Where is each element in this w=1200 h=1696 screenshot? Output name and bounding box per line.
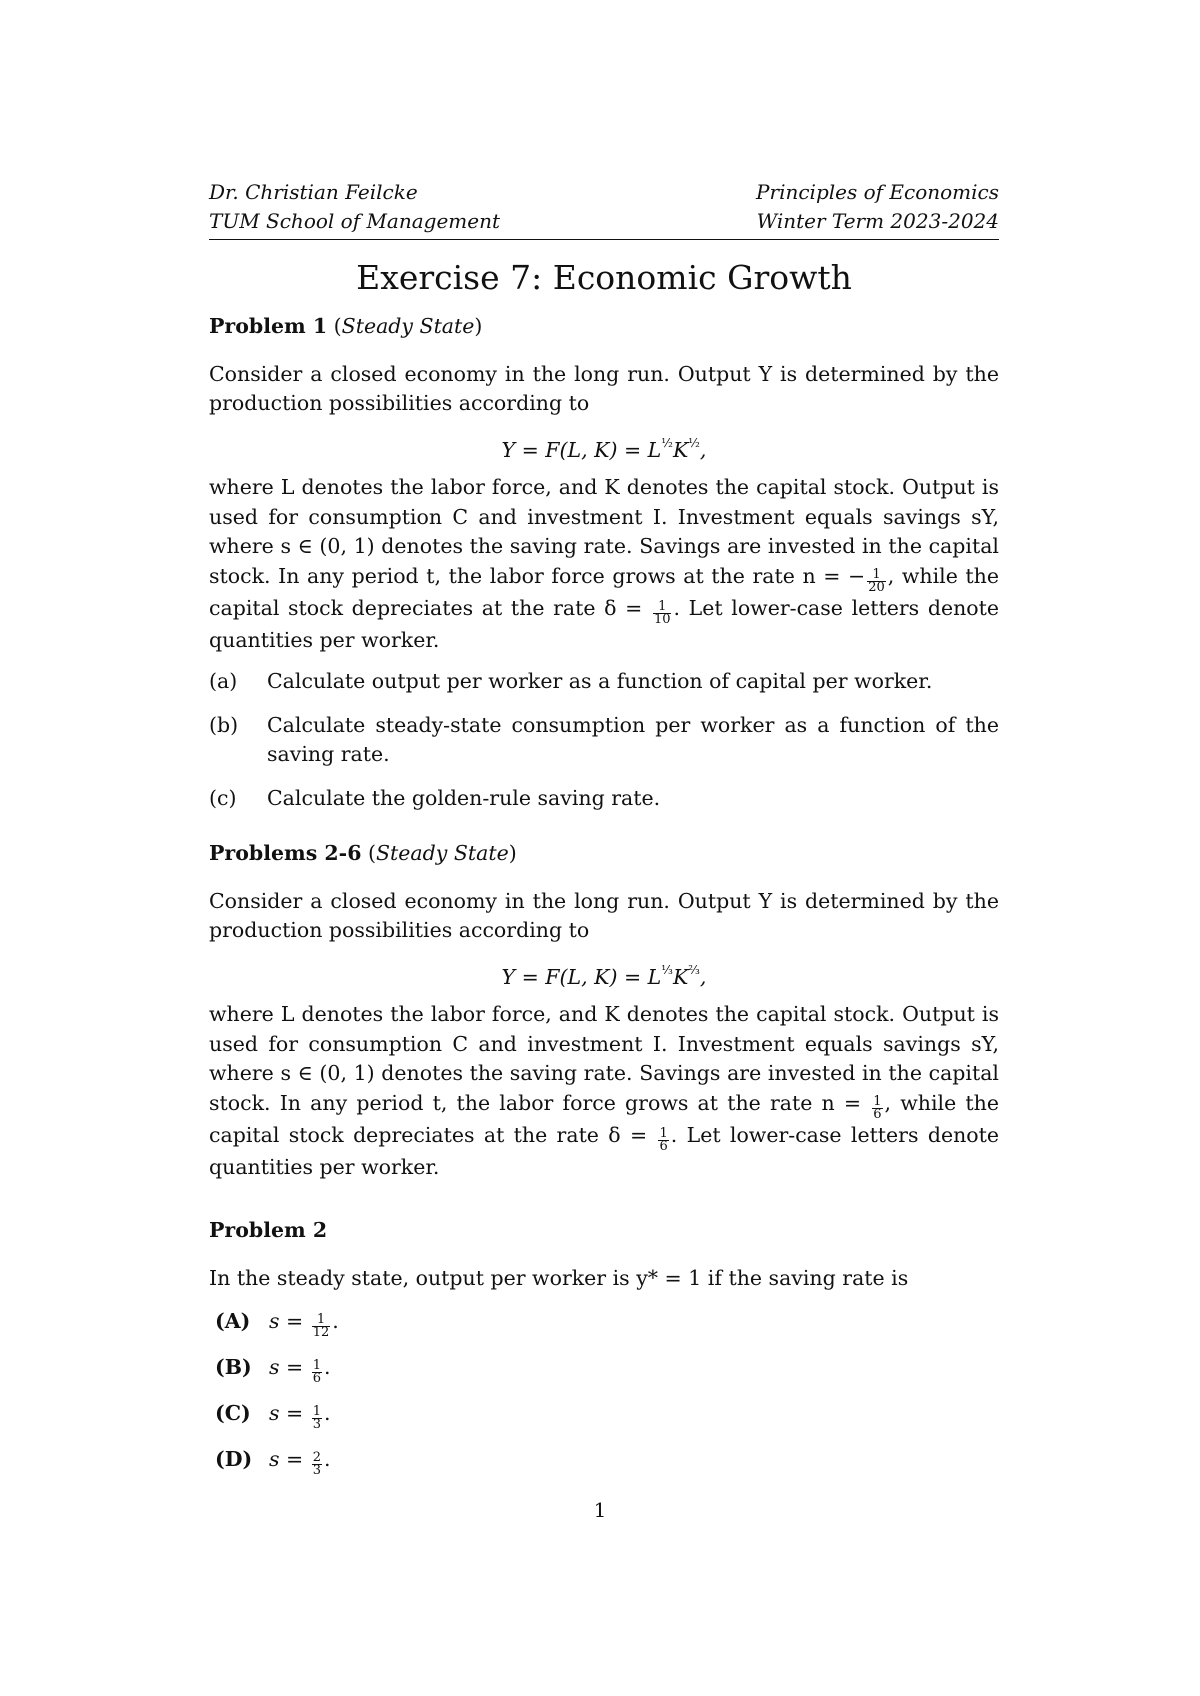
problem1-n-den: 20: [868, 579, 885, 595]
option-label: (B): [215, 1355, 252, 1379]
problem1-desc-a: where L denotes the labor force, and K denotes the capital stock. Output is used for consumption C and investment I. Investment equals savings sY, where s ∈ (0, 1) denotes the saving rate. Savings are invested in the capital stock. In any period t, the labor force grows at the rate n = −: [209, 475, 999, 588]
problem1-intro: Consider a closed economy in the long run. Output Y is determined by the production possibilities according to: [209, 361, 999, 415]
item-label: (a): [209, 669, 238, 693]
problems2to6-desc-a: where L denotes the labor force, and K denotes the capital stock. Output is used for consumption C and investment I. Investment equals savings sY, where s ∈ (0, 1) denotes the saving rate. Savings are invested in the capital stock. In any period t, the labor force grows at the rate n =: [209, 1002, 999, 1115]
header-rule: [209, 239, 999, 240]
problem1-n-fraction: [867, 566, 886, 595]
problems2to6-description: [209, 1000, 999, 1182]
problem2-question: In the steady state, output per worker is y* = 1 if the saving rate is: [209, 1265, 909, 1290]
option-value: s = $\frac{1}{3}$ .: [269, 1401, 331, 1432]
problem1-topic: Steady State: [341, 314, 475, 338]
option-label: (C): [215, 1401, 251, 1425]
problems2to6-heading: Problems 2-6 (Steady State): [209, 841, 517, 865]
page-number: 1: [593, 1498, 607, 1522]
option-den: 12: [312, 1325, 330, 1340]
problems2to6-topic: Steady State: [375, 841, 509, 865]
problems2to6-intro: Consider a closed economy in the long run. Output Y is determined by the production possibilities according to: [209, 888, 999, 942]
problems2to6-d-den: 6: [659, 1138, 668, 1154]
header-school: TUM School of Management: [209, 209, 501, 233]
option-value: s = $\frac{1}{12}$ .: [269, 1309, 339, 1340]
option-num: 1: [312, 1358, 322, 1373]
item-text: Calculate output per worker as a function of capital per worker.: [267, 669, 933, 693]
problem1-equation: Y = F(L, $K) = L^{\frac{1}{2}}K^{\frac{1}{2}}$,: [501, 435, 707, 462]
problem1-items: [209, 667, 999, 813]
option-label: (D): [215, 1447, 253, 1471]
problem1-heading-label: Problem 1: [209, 314, 328, 338]
problems2to6-d-num: 1: [659, 1125, 668, 1141]
option-value: s = $\frac{2}{3}$ .: [269, 1447, 331, 1478]
problem1-heading: Problem 1 (Steady State): [209, 314, 483, 338]
answer-option[interactable]: [209, 1307, 999, 1353]
problem1-d-den: 10: [653, 611, 671, 627]
answer-option[interactable]: [209, 1353, 999, 1399]
answer-option[interactable]: [209, 1399, 999, 1445]
problems2to6-n-fraction: [872, 1093, 882, 1122]
header-author: Dr. Christian Feilcke: [209, 180, 418, 204]
page-title: Exercise 7: Economic Growth: [356, 258, 852, 297]
option-den: 6: [312, 1371, 322, 1386]
header-right: [756, 178, 999, 236]
list-item: [209, 667, 999, 697]
option-num: 2: [312, 1450, 322, 1465]
header-left: [209, 178, 500, 236]
problems2to6-equation: Y = F(L, $K) = L^{\frac{1}{3}}K^{\frac{2}{3}}$,: [501, 962, 707, 989]
list-item: [209, 711, 999, 770]
page-header: [209, 178, 999, 236]
problems2to6-delta-fraction: [658, 1125, 668, 1154]
item-label: (c): [209, 785, 237, 810]
item-text: Calculate the golden-rule saving rate.: [267, 785, 661, 810]
problem1-description: [209, 473, 999, 655]
problem1-delta-fraction: [653, 598, 672, 627]
list-item: [209, 784, 999, 814]
option-value: s = $\frac{1}{6}$ .: [269, 1355, 331, 1386]
problem1-d-num: 1: [653, 601, 672, 614]
problems2to6-n-num: 1: [873, 1093, 882, 1109]
header-term: Winter Term 2023-2024: [756, 209, 999, 233]
problem2-heading-label: Problem 2: [209, 1218, 328, 1242]
option-label: (A): [215, 1309, 251, 1333]
option-den: 3: [312, 1463, 322, 1478]
option-num: 1: [312, 1404, 322, 1419]
answer-option[interactable]: [209, 1445, 999, 1491]
problem1-desc-c: . Let lower-case letters denote quantities per worker.: [209, 595, 999, 652]
problems2to6-desc-b: , while the capital stock depreciates at the rate δ =: [209, 1090, 999, 1147]
item-label: (b): [209, 712, 239, 737]
problems2to6-n-den: 6: [873, 1106, 882, 1122]
item-text: Calculate steady-state consumption per worker as a function of the saving rate.: [267, 712, 999, 766]
problem1-desc-b: , while the capital stock depreciates at the rate δ =: [209, 563, 999, 620]
page-content: [209, 178, 999, 1491]
problems2to6-heading-label: Problems 2-6: [209, 841, 362, 865]
problem2-options: [209, 1307, 999, 1491]
header-course: Principles of Economics: [756, 180, 999, 204]
problems2to6-desc-c: . Let lower-case letters denote quantities per worker.: [209, 1122, 999, 1179]
problem1-n-num: 1: [867, 569, 886, 582]
option-num: 1: [312, 1314, 331, 1327]
problem2-heading: [209, 1216, 999, 1246]
option-den: 3: [312, 1417, 322, 1432]
